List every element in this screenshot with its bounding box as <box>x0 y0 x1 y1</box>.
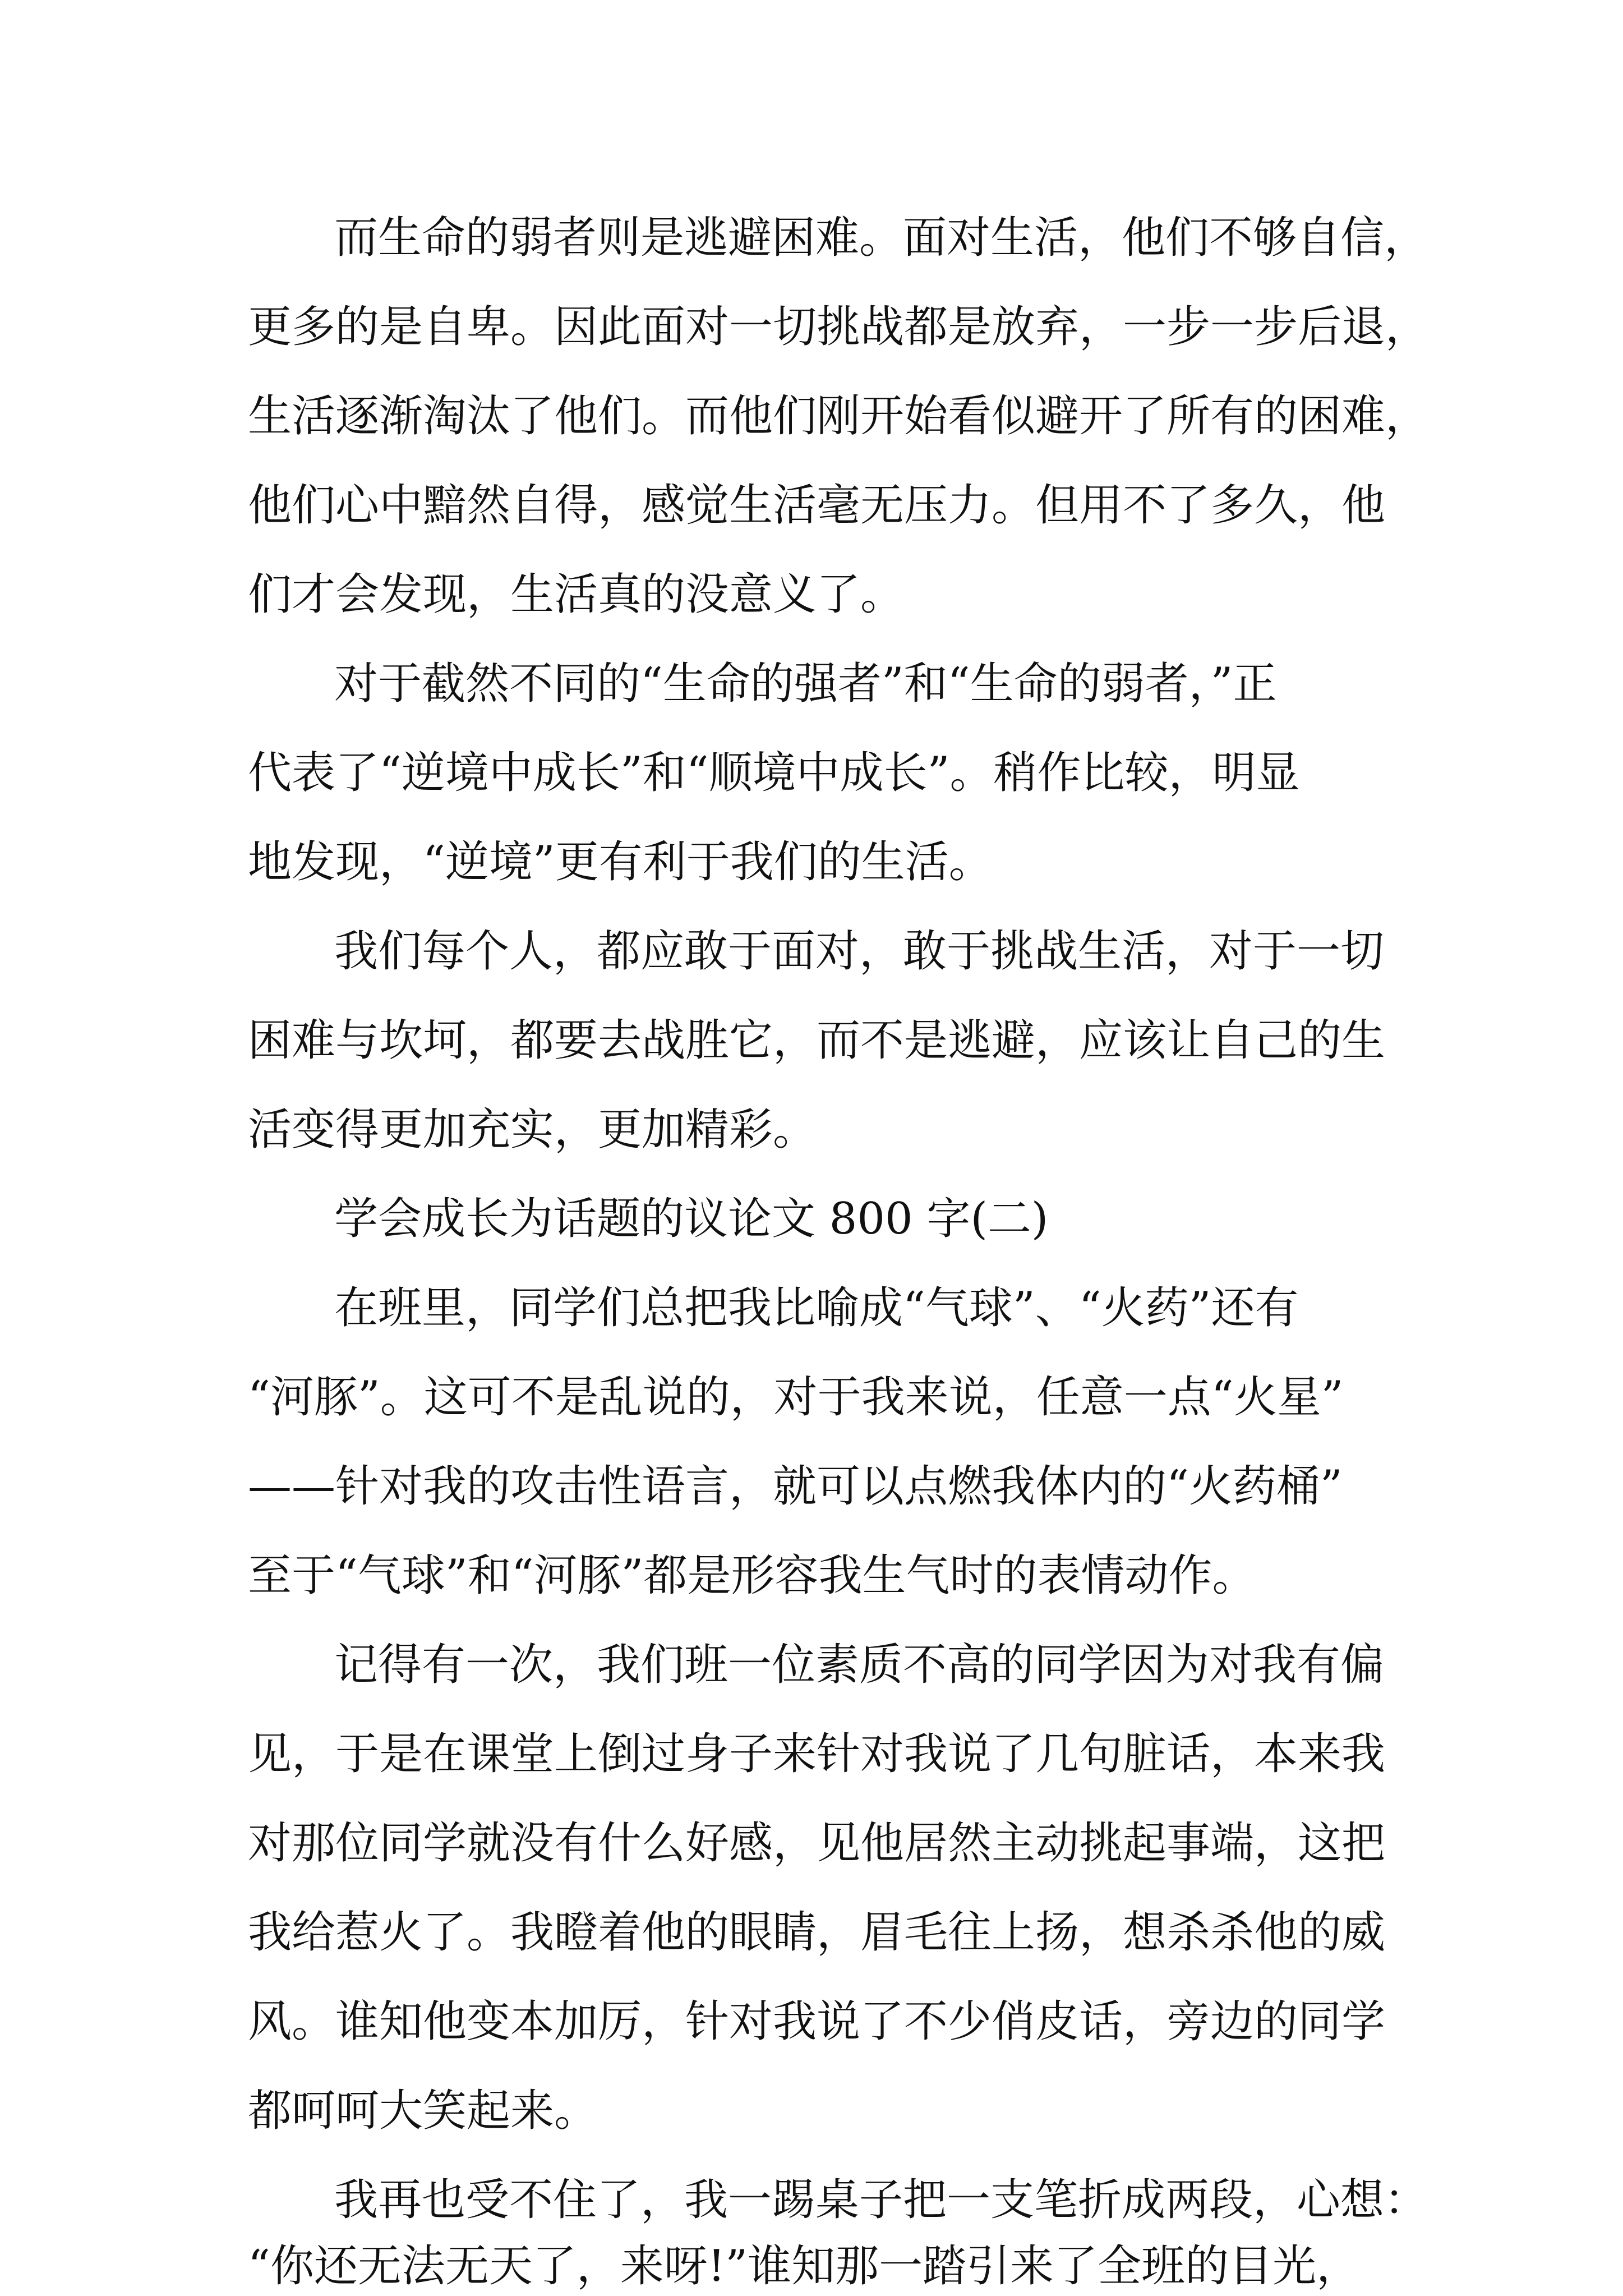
text-line-5: 们才会发现，生活真的没意义了。 <box>248 569 905 620</box>
text-line-15: ——针对我的攻击性语言，就可以点燃我体内的“火药桶” <box>248 1461 1343 1512</box>
text-line-2: 更多的是自卑。因此面对一切挑战都是放弃，一步一步后退， <box>248 302 1430 352</box>
text-line-17: 记得有一次，我们班一位素质不高的同学因为对我有偏 <box>334 1640 1385 1690</box>
text-line-21: 风。谁知他变本加厉，针对我说了不少俏皮话，旁边的同学 <box>248 1996 1386 2047</box>
text-line-9: 我们每个人，都应敢于面对，敢于挑战生活，对于一切 <box>334 926 1385 977</box>
text-line-6: 对于截然不同的“生命的强者”和“生命的弱者，”正 <box>334 659 1277 709</box>
text-line-18: 见，于是在课堂上倒过身子来针对我说了几句脏话，本来我 <box>248 1729 1386 1779</box>
text-line-20: 我给惹火了。我瞪着他的眼睛，眉毛往上扬，想杀杀他的威 <box>248 1907 1386 1958</box>
text-line-23: 我再也受不住了，我一踢桌子把一支笔折成两段，心想： <box>334 2175 1428 2225</box>
text-line-24: “你还无法无天了，来呀!”谁知那一踏引来了全班的目光， <box>248 2241 1361 2292</box>
text-line-22: 都呵呵大笑起来。 <box>248 2086 598 2136</box>
text-line-13: 在班里，同学们总把我比喻成“气球”、“火药”还有 <box>334 1283 1299 1333</box>
text-line-14: “河豚”。这可不是乱说的，对于我来说，任意一点“火星” <box>248 1372 1344 1423</box>
text-line-3: 生活逐渐淘汰了他们。而他们刚开始看似避开了所有的困难， <box>248 391 1430 441</box>
section-heading: 学会成长为话题的议论文 800 字(二) <box>334 1194 1049 1244</box>
text-line-19: 对那位同学就没有什么好感，见他居然主动挑起事端，这把 <box>248 1818 1386 1869</box>
text-line-10: 困难与坎坷，都要去战胜它，而不是逃避，应该让自己的生 <box>248 1015 1386 1066</box>
text-line-1: 而生命的弱者则是逃避困难。面对生活，他们不够自信， <box>334 213 1428 263</box>
text-line-8: 地发现，“逆境”更有利于我们的生活。 <box>248 837 993 887</box>
text-line-16: 至于“气球”和“河豚”都是形容我生气时的表情动作。 <box>248 1550 1256 1601</box>
text-line-7: 代表了“逆境中成长”和“顺境中成长”。稍作比较，明显 <box>248 748 1300 798</box>
text-line-4: 他们心中黯然自得，感觉生活毫无压力。但用不了多久，他 <box>248 480 1386 531</box>
text-line-11: 活变得更加充实，更加精彩。 <box>248 1105 817 1155</box>
